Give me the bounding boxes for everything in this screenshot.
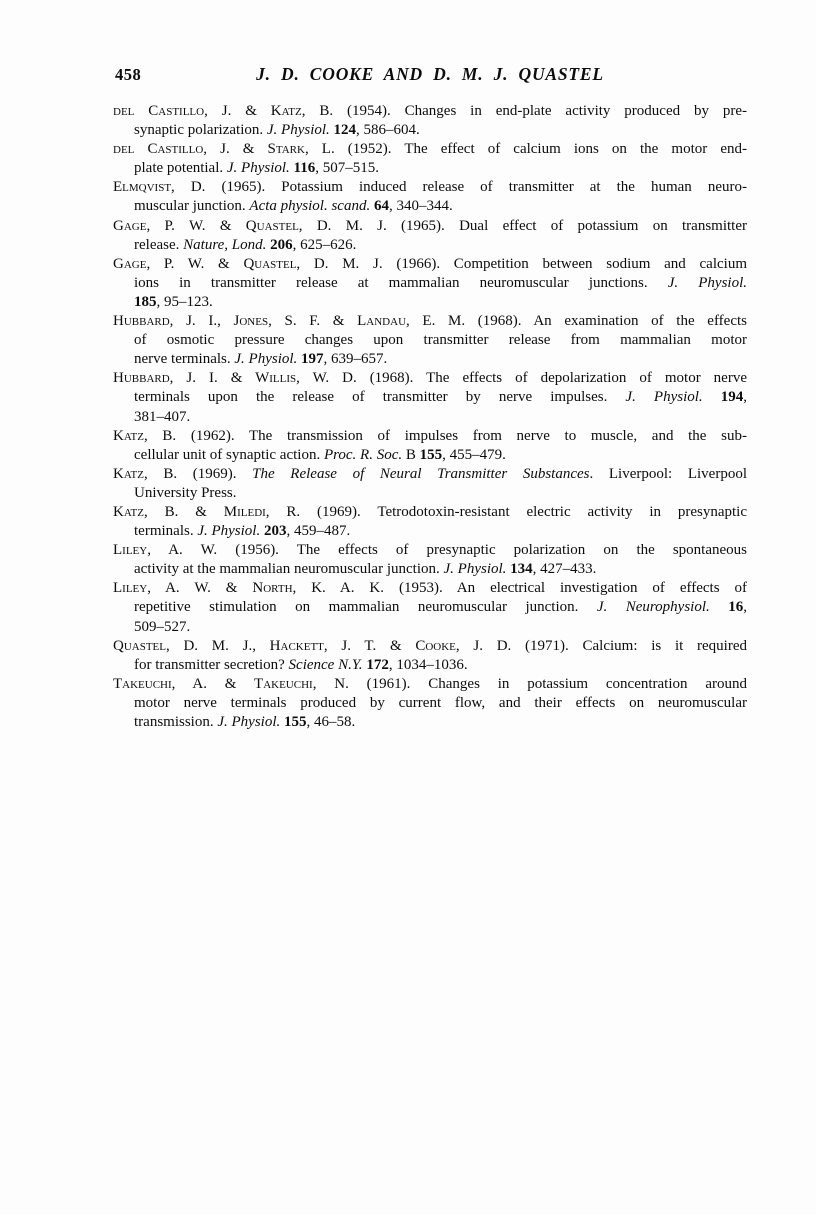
reference-text-segment: J. Physiol. bbox=[226, 160, 290, 177]
reference-text-segment: , 586–604. bbox=[356, 122, 420, 139]
reference-text-segment: (1962). The transmission of impulses from nerve to muscle, and the sub- bbox=[176, 427, 747, 444]
reference-text-segment: Proc. R. Soc. bbox=[323, 446, 403, 463]
reference-entry bbox=[113, 637, 747, 675]
reference-entry bbox=[113, 503, 747, 541]
reference-text-segment: , 507–515. bbox=[315, 160, 379, 177]
reference-text-segment: 134 bbox=[506, 561, 533, 578]
reference-text-segment: Nature, Lond. bbox=[183, 236, 267, 253]
reference-line bbox=[113, 598, 747, 617]
reference-entry bbox=[113, 217, 747, 255]
reference-line bbox=[113, 159, 747, 178]
reference-text-segment: Elmqvist, D. bbox=[113, 179, 206, 196]
reference-entry bbox=[113, 312, 747, 369]
reference-entry bbox=[113, 465, 747, 503]
reference-text-segment: , 639–657. bbox=[323, 351, 388, 368]
reference-text-segment: Gage, P. W. & Quastel, D. M. J. bbox=[113, 217, 387, 234]
reference-entry bbox=[113, 579, 747, 636]
reference-line bbox=[113, 408, 747, 427]
reference-text-segment: Acta physiol. scand. bbox=[249, 198, 371, 215]
reference-text-segment: ions in transmitter release at mammalian neuromuscular junctions. bbox=[134, 274, 668, 291]
reference-text-segment: transmission. bbox=[134, 714, 218, 730]
reference-text-segment: Science N.Y. bbox=[288, 656, 363, 673]
reference-text-segment: Katz, B. bbox=[113, 465, 178, 482]
reference-line bbox=[113, 618, 747, 637]
reference-entry bbox=[113, 178, 747, 216]
reference-text-segment: B bbox=[402, 446, 420, 463]
reference-line bbox=[113, 713, 747, 732]
reference-text-segment: 381–407. bbox=[134, 408, 191, 425]
reference-text-segment: repetitive stimulation on mammalian neuromuscular junction. bbox=[134, 599, 597, 616]
reference-text-segment: muscular junction. bbox=[134, 198, 250, 215]
reference-text-segment: Hubbard, J. I. & Willis, W. D. bbox=[113, 370, 357, 387]
reference-line bbox=[113, 694, 747, 713]
reference-line bbox=[113, 675, 747, 694]
reference-text-segment: (1956). The effects of presynaptic polarization on the spontaneous bbox=[217, 542, 747, 559]
reference-text-segment: 185 bbox=[134, 293, 157, 310]
reference-text-segment: for transmitter secretion? bbox=[134, 656, 289, 673]
reference-text-segment: 155 bbox=[280, 714, 307, 730]
reference-text-segment: 155 bbox=[419, 446, 443, 463]
reference-text-segment: terminals. bbox=[134, 523, 198, 540]
reference-text-segment: Gage, P. W. & Quastel, D. M. J. bbox=[113, 255, 383, 272]
reference-text-segment: Hubbard, J. I., Jones, S. F. & Landau, E. M. bbox=[113, 313, 466, 330]
reference-line bbox=[113, 369, 747, 388]
running-head: J. D. COOKE AND D. M. J. QUASTEL bbox=[256, 64, 604, 84]
reference-text-segment: , bbox=[743, 389, 748, 406]
reference-text-segment: Takeuchi, A. & Takeuchi, N. bbox=[113, 675, 349, 692]
reference-text-segment: (1965). Potassium induced release of transmitter at the human neuro- bbox=[205, 179, 747, 196]
reference-entry bbox=[113, 140, 747, 178]
reference-line bbox=[113, 656, 747, 675]
reference-text-segment: (1952). The effect of calcium ions on the motor end- bbox=[334, 141, 747, 158]
reference-text-segment: Katz, B. bbox=[113, 427, 177, 444]
reference-line bbox=[113, 312, 747, 331]
reference-text-segment: (1971). Calcium: is it required bbox=[511, 637, 747, 654]
reference-line bbox=[113, 388, 747, 407]
reference-line bbox=[113, 274, 747, 293]
reference-text-segment: 509–527. bbox=[134, 618, 191, 635]
reference-text-segment: 194 bbox=[702, 389, 744, 406]
reference-text-segment: 16 bbox=[709, 599, 744, 616]
reference-line bbox=[113, 178, 747, 197]
reference-text-segment: J. Physiol. bbox=[443, 561, 507, 578]
reference-entry bbox=[113, 541, 747, 579]
reference-text-segment: 203 bbox=[260, 523, 287, 540]
reference-text-segment: J. Physiol. bbox=[625, 389, 703, 406]
reference-line bbox=[113, 121, 747, 140]
reference-line bbox=[113, 217, 747, 236]
reference-line bbox=[113, 255, 747, 274]
reference-line bbox=[113, 579, 747, 598]
reference-line bbox=[113, 560, 747, 579]
reference-text-segment: terminals upon the release of transmitter by nerve impulses. bbox=[134, 389, 626, 406]
reference-text-segment: , 95–123. bbox=[156, 293, 213, 310]
reference-text-segment: (1969). bbox=[177, 465, 253, 482]
reference-line bbox=[113, 197, 747, 216]
reference-text-segment: Liley, A. W. bbox=[113, 542, 218, 559]
reference-text-segment: del Castillo, J. & Stark, L. bbox=[113, 141, 335, 158]
reference-text-segment: (1965). Dual effect of potassium on transmitter bbox=[386, 217, 747, 234]
reference-entry bbox=[113, 427, 747, 465]
reference-entry bbox=[113, 255, 747, 312]
reference-line bbox=[113, 236, 747, 255]
reference-text-segment: The Release of Neural Transmitter Substances bbox=[252, 465, 590, 482]
reference-text-segment: Katz, B. & Miledi, R. bbox=[113, 503, 301, 520]
reference-text-segment: , 459–487. bbox=[286, 523, 351, 540]
reference-line bbox=[113, 503, 747, 522]
reference-text-segment: plate potential. bbox=[134, 160, 227, 177]
reference-text-segment: del Castillo, J. & Katz, B. bbox=[113, 103, 334, 119]
reference-text-segment: of osmotic pressure changes upon transmitter release from mammalian motor bbox=[134, 332, 747, 349]
reference-text-segment: J. Physiol. bbox=[234, 351, 298, 368]
reference-text-segment: J. Physiol. bbox=[217, 714, 281, 730]
reference-line bbox=[113, 541, 747, 560]
reference-text-segment: , 1034–1036. bbox=[388, 656, 468, 673]
reference-text-segment: , 455–479. bbox=[442, 446, 506, 463]
reference-entry bbox=[113, 369, 747, 426]
reference-text-segment: cellular unit of synaptic action. bbox=[134, 446, 324, 463]
reference-entry bbox=[113, 675, 747, 732]
reference-text-segment: 197 bbox=[297, 351, 324, 368]
page-header bbox=[113, 64, 747, 88]
reference-line bbox=[113, 102, 747, 121]
reference-text-segment: (1961). Changes in potassium concentration around bbox=[348, 675, 747, 692]
reference-text-segment: (1954). Changes in end-plate activity produced by pre- bbox=[333, 103, 748, 119]
reference-text-segment: J. Physiol. bbox=[667, 274, 747, 291]
reference-text-segment: , 625–626. bbox=[292, 236, 357, 253]
reference-text-segment: 64 bbox=[370, 198, 389, 215]
reference-text-segment: 116 bbox=[289, 160, 316, 177]
reference-text-segment: 206 bbox=[266, 236, 293, 253]
reference-text-segment: , 427–433. bbox=[532, 561, 597, 578]
reference-text-segment: release. bbox=[134, 236, 184, 253]
reference-text-segment: Quastel, D. M. J., Hackett, J. T. & Cooke, J. D. bbox=[113, 637, 512, 654]
reference-text-segment: University Press. bbox=[134, 484, 237, 501]
reference-list bbox=[113, 102, 747, 732]
reference-line bbox=[113, 637, 747, 656]
reference-line bbox=[113, 293, 747, 312]
reference-text-segment: motor nerve terminals produced by current flow, and their effects on neuromuscular bbox=[134, 694, 747, 711]
reference-text-segment: Liley, A. W. & North, K. A. K. bbox=[113, 580, 385, 597]
reference-line bbox=[113, 140, 747, 159]
reference-text-segment: J. Physiol. bbox=[266, 122, 330, 139]
reference-line bbox=[113, 522, 747, 541]
reference-text-segment: , bbox=[743, 599, 748, 616]
reference-entry bbox=[113, 102, 747, 140]
reference-text-segment: 172 bbox=[362, 656, 389, 673]
reference-text-segment: (1968). An examination of the effects bbox=[465, 313, 747, 330]
reference-text-segment: (1966). Competition between sodium and calcium bbox=[382, 255, 747, 272]
reference-line bbox=[113, 350, 747, 369]
reference-line bbox=[113, 427, 747, 446]
reference-text-segment: 124 bbox=[329, 122, 357, 139]
reference-text-segment: J. Physiol. bbox=[197, 523, 261, 540]
reference-text-segment: , 340–344. bbox=[388, 198, 453, 215]
reference-text-segment: nerve terminals. bbox=[134, 351, 235, 368]
reference-text-segment: (1968). The effects of depolarization of motor nerve bbox=[356, 370, 747, 387]
reference-line bbox=[113, 446, 747, 465]
reference-text-segment: J. Neurophysiol. bbox=[596, 599, 710, 616]
reference-text-segment: (1969). Tetrodotoxin-resistant electric activity in presynaptic bbox=[300, 503, 747, 520]
reference-line bbox=[113, 465, 747, 484]
reference-text-segment: synaptic polarization. bbox=[134, 122, 267, 139]
page-number: 458 bbox=[115, 65, 142, 84]
reference-text-segment: . Liverpool: Liverpool bbox=[589, 465, 747, 482]
reference-text-segment: activity at the mammalian neuromuscular junction. bbox=[134, 561, 444, 578]
reference-text-segment: , 46–58. bbox=[306, 714, 356, 730]
reference-line bbox=[113, 331, 747, 350]
reference-line bbox=[113, 484, 747, 503]
reference-text-segment: (1953). An electrical investigation of effects of bbox=[384, 580, 747, 597]
